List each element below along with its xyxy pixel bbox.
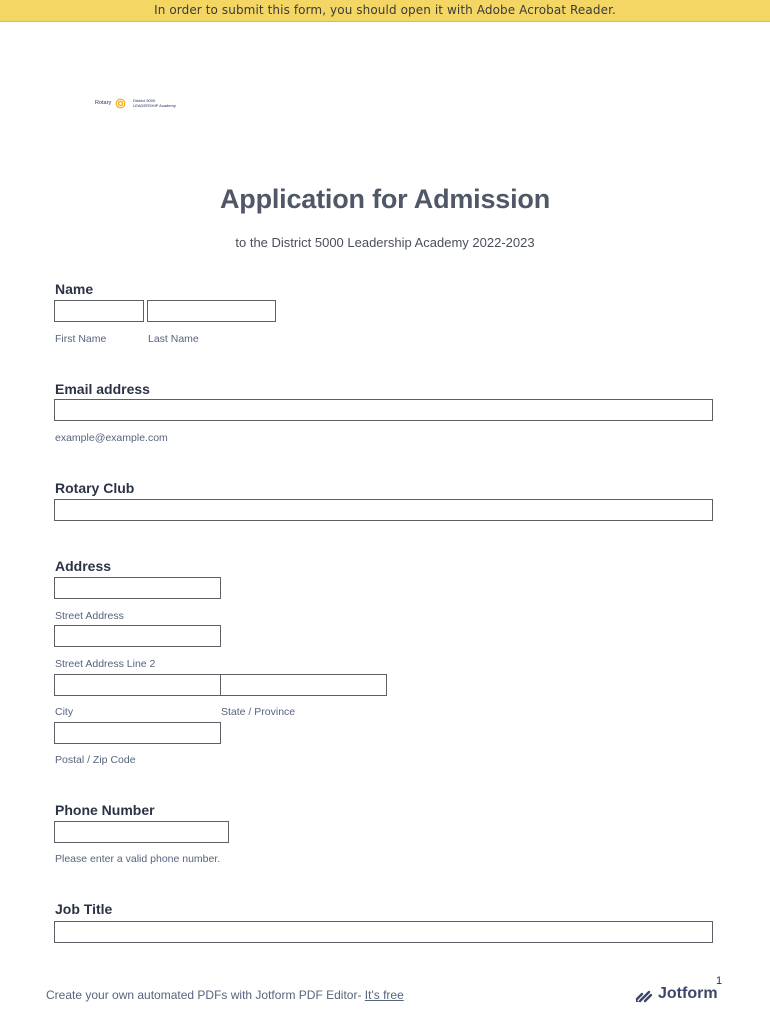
phone-hint: Please enter a valid phone number. xyxy=(55,853,221,865)
jotform-brand-text: Jotform xyxy=(658,985,718,1002)
postal-code-input[interactable] xyxy=(54,722,221,744)
logo-rotary-text: Rotary xyxy=(95,100,112,106)
state-province-input[interactable] xyxy=(220,674,387,696)
city-input[interactable] xyxy=(54,674,221,696)
email-input[interactable] xyxy=(54,399,713,421)
street-address-input[interactable] xyxy=(54,577,221,599)
logo-line-2: LEADERSHIP Academy xyxy=(133,103,176,108)
state-province-sublabel: State / Province xyxy=(221,706,296,718)
jotform-logo[interactable] xyxy=(635,985,727,1005)
footer-text: Create your own automated PDFs with Jotform PDF Editor- xyxy=(46,988,365,1002)
form-subtitle: to the District 5000 Leadership Academy 2022-2023 xyxy=(235,235,535,250)
rotary-academy-logo xyxy=(95,97,185,111)
adobe-reader-notice-banner: In order to submit this form, you should open it with Adobe Acrobat Reader. xyxy=(0,0,770,22)
last-name-input[interactable] xyxy=(147,300,276,322)
rotary-club-input[interactable] xyxy=(54,499,713,521)
last-name-sublabel: Last Name xyxy=(148,333,199,345)
street-address-sublabel: Street Address xyxy=(55,610,124,622)
footer-promo xyxy=(46,988,404,1002)
email-label: Email address xyxy=(55,381,150,397)
phone-input[interactable] xyxy=(54,821,229,843)
street-address-line2-sublabel: Street Address Line 2 xyxy=(55,658,156,670)
job-title-input[interactable] xyxy=(54,921,713,943)
page-number: 1 xyxy=(716,975,723,987)
its-free-link[interactable]: It's free xyxy=(364,988,404,1002)
street-address-line2-input[interactable] xyxy=(54,625,221,647)
address-label: Address xyxy=(55,558,112,574)
first-name-input[interactable] xyxy=(54,300,144,322)
rotary-wheel-icon xyxy=(115,98,126,109)
jotform-mark-icon xyxy=(635,987,653,1003)
rotary-club-label: Rotary Club xyxy=(55,480,135,496)
city-sublabel: City xyxy=(55,706,74,718)
logo-subtext xyxy=(133,98,176,108)
first-name-sublabel: First Name xyxy=(55,333,107,345)
job-title-label: Job Title xyxy=(55,901,113,917)
logo-line-1: District 5000 xyxy=(133,98,156,103)
postal-code-sublabel: Postal / Zip Code xyxy=(55,754,136,766)
form-title: Application for Admission xyxy=(219,184,550,214)
name-label: Name xyxy=(55,281,94,297)
phone-label: Phone Number xyxy=(55,802,155,818)
email-hint: example@example.com xyxy=(55,432,168,444)
